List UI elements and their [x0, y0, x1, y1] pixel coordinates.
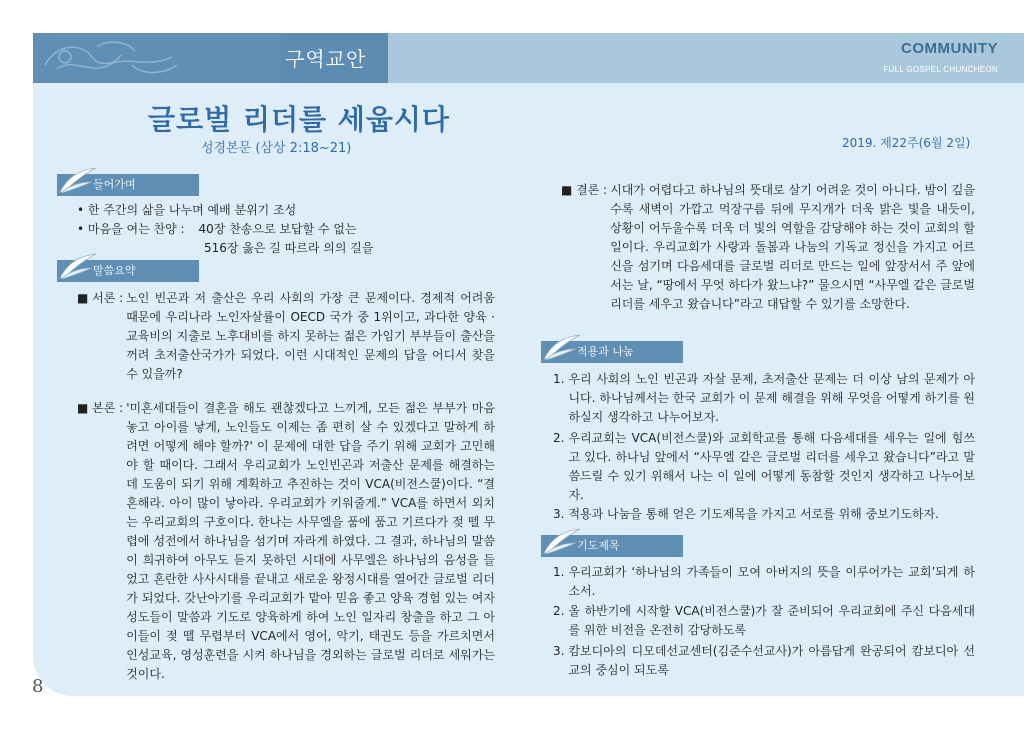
apply-item-1-num: 1.	[553, 372, 565, 386]
prayer-item-2-text: 올 하반기에 시작할 VCA(비전스쿨)가 잘 준비되어 우리교회에 주신 다음세대를 위한 비전을 온전히 감당하도록	[568, 604, 975, 637]
leaf-icon	[542, 527, 582, 555]
header-section-title: 구역교안	[285, 47, 367, 71]
church-name: FULL GOSPEL CHUNCHEON	[883, 65, 998, 74]
summary-intro	[77, 289, 495, 384]
summary-body	[77, 399, 495, 684]
summary-intro-lead: ■ 서론 :	[77, 291, 124, 305]
prayer-item-1-text: 우리교회가 ‘하나님의 가족들이 모여 아버지의 뜻을 이루어가는 교회’되게 하소서.	[568, 565, 975, 598]
leaf-icon	[58, 252, 98, 280]
summary-conclusion-lead: ■ 결론 :	[561, 183, 608, 197]
leaf-icon	[58, 166, 98, 194]
leaf-icon	[542, 333, 582, 361]
section-label-intro: 들어가며	[57, 174, 199, 196]
swirl-ornament-icon	[37, 35, 187, 81]
intro-line-2-text: 40장 찬송으로 보답할 수 없는	[198, 222, 357, 236]
prayer-item-1-num: 1.	[553, 565, 565, 579]
apply-item-2-num: 2.	[553, 431, 565, 445]
apply-item-3-text: 적용과 나눔을 통해 얻은 기도제목을 가지고 서로를 위해 중보기도하자.	[568, 507, 939, 521]
summary-body-text: '미혼세대들이 결혼을 해도 괜찮겠다고 느끼게, 모든 젊은 부부가 마음 놓고 아이를 낳게, 노인들도 이제는 좀 편히 살 수 있겠다고 말하게 하려면 어떻게 해야 할까?' 이 문제에 대한 답을 주기 위해 교회가 고민해야 할 때이다. 그래서 우리교회가 노인빈곤과 저출산 문제를 해결하는데 도움이 되기 위해 계획하고 추진하는 것이 VCA(비전스쿨)이다. “결혼해라. 아이 많이 낳아라. 우리교회가 키워줄게.” VCA를 하면서 외치는 우리교회의 구호이다. 한나는 사무엘을 품에 품고 기르다가 젖 뗄 무렵에 성전에서 하나님을 섬기며 자라게 하였다. 그 결과, 하나님의 말씀이 희귀하여 아무도 듣지 못하던 시대에 사무엘은 하나님의 음성을 들었고 혼란한 사사시대를 끝내고 새로운 왕정시대를 열어간 글로벌 리더가 되었다. 갓난아기를 우리교회가 맡아 믿음 좋고 양육 경험 있는 여자성도들이 말씀과 기도로 양육하게 하여 노인 일자리 창출을 하고 그 아이들이 젖 뗄 무렵부터 VCA에서 영어, 악기, 태권도 등을 가르치면서 인성교육, 영성훈련을 시켜 하나님을 경외하는 글로벌 리더로 세워가는 것이다.	[126, 401, 495, 681]
header-right-band	[388, 33, 1024, 83]
apply-item-2	[553, 429, 975, 505]
scripture-reference: 성경본문 (삼상 2:18~21)	[201, 141, 352, 156]
page-number: 8	[32, 676, 44, 697]
prayer-item-2	[553, 602, 975, 640]
apply-item-1	[553, 370, 975, 427]
community-label: COMMUNITY	[901, 40, 998, 57]
prayer-item-2-num: 2.	[553, 604, 565, 618]
apply-item-2-text: 우리교회는 VCA(비전스쿨)와 교회학교를 통해 다음세대를 세우는 일에 힘쓰고 있다. 하나님 앞에서 “사무엘 같은 글로벌 리더를 세우고 왔습니다”라고 말씀드릴 수 있기 위해서 나는 이 일에 어떻게 동참할 것인지 생각하고 나누어보자.	[568, 431, 975, 502]
page-header	[33, 33, 1024, 83]
intro-line-2-lead: • 마음을 여는 찬양 :	[77, 222, 185, 236]
section-label-prayer: 기도제목	[541, 535, 683, 557]
prayer-item-3-num: 3.	[553, 644, 565, 658]
summary-conclusion-text: 시대가 어렵다고 하나님의 뜻대로 살기 어려운 것이 아니다. 밤이 깊을수록 새벽이 가깝고 먹장구름 뒤에 무지개가 더욱 밝은 빛을 내듯이, 상황이 어두울수록 더욱 더 빛의 역할을 감당해야 하는 것이 교회의 할 일이다. 우리교회가 사랑과 돌봄과 나눔의 기독교 정신을 가지고 어르신을 섬기며 다음세대를 글로벌 리더로 만드는 일에 앞장서서 주 앞에 서는 날, “땅에서 무엇 하다가 왔느냐?” 물으시면 “사무엘 같은 글로벌 리더를 세우고 왔습니다”라고 대답할 수 있기를 소망한다.	[610, 183, 975, 311]
summary-conclusion	[561, 181, 975, 314]
prayer-item-3-text: 캄보디아의 디모데선교센터(김준수선교사)가 아름답게 완공되어 캄보디아 선교의 중심이 되도록	[568, 644, 975, 677]
summary-body-lead: ■ 본론 :	[77, 401, 124, 415]
apply-item-3	[553, 505, 975, 524]
issue-date: 2019. 제22주(6월 2일)	[842, 136, 971, 150]
prayer-item-3	[553, 642, 975, 680]
intro-line-1: • 한 주간의 삶을 나누며 예배 분위기 조성	[77, 203, 297, 217]
summary-intro-text: 노인 빈곤과 저 출산은 우리 사회의 가장 큰 문제이다. 경제적 어려움 때문에 우리나라 노인자살률이 OECD 국가 중 1위이고, 과다한 양육 · 교육비의 지출로 노후대비를 하지 못하는 젊은 가임기 부부들이 출산을 꺼려 초저출산국가가 되었다. 이런 시대적인 문제의 답을 어디서 찾을 수 있을까?	[126, 291, 495, 381]
section-label-apply: 적용과 나눔	[541, 341, 683, 363]
prayer-item-1	[553, 563, 975, 601]
apply-item-1-text: 우리 사회의 노인 빈곤과 자살 문제, 초저출산 문제는 더 이상 남의 문제가 아니다. 하나님께서는 한국 교회가 이 문제 해결을 위해 무엇을 어떻게 하기를 원하실지 생각하고 나누어보자.	[568, 372, 975, 424]
section-label-summary: 말씀요약	[57, 260, 199, 282]
intro-block	[77, 201, 507, 258]
apply-item-3-num: 3.	[553, 507, 565, 521]
intro-line-3-text: 516장 옳은 길 따르라 의의 길을	[204, 241, 374, 255]
header-ornament-band	[33, 33, 388, 83]
page-title: 글로벌 리더를 세웁시다	[148, 103, 450, 136]
